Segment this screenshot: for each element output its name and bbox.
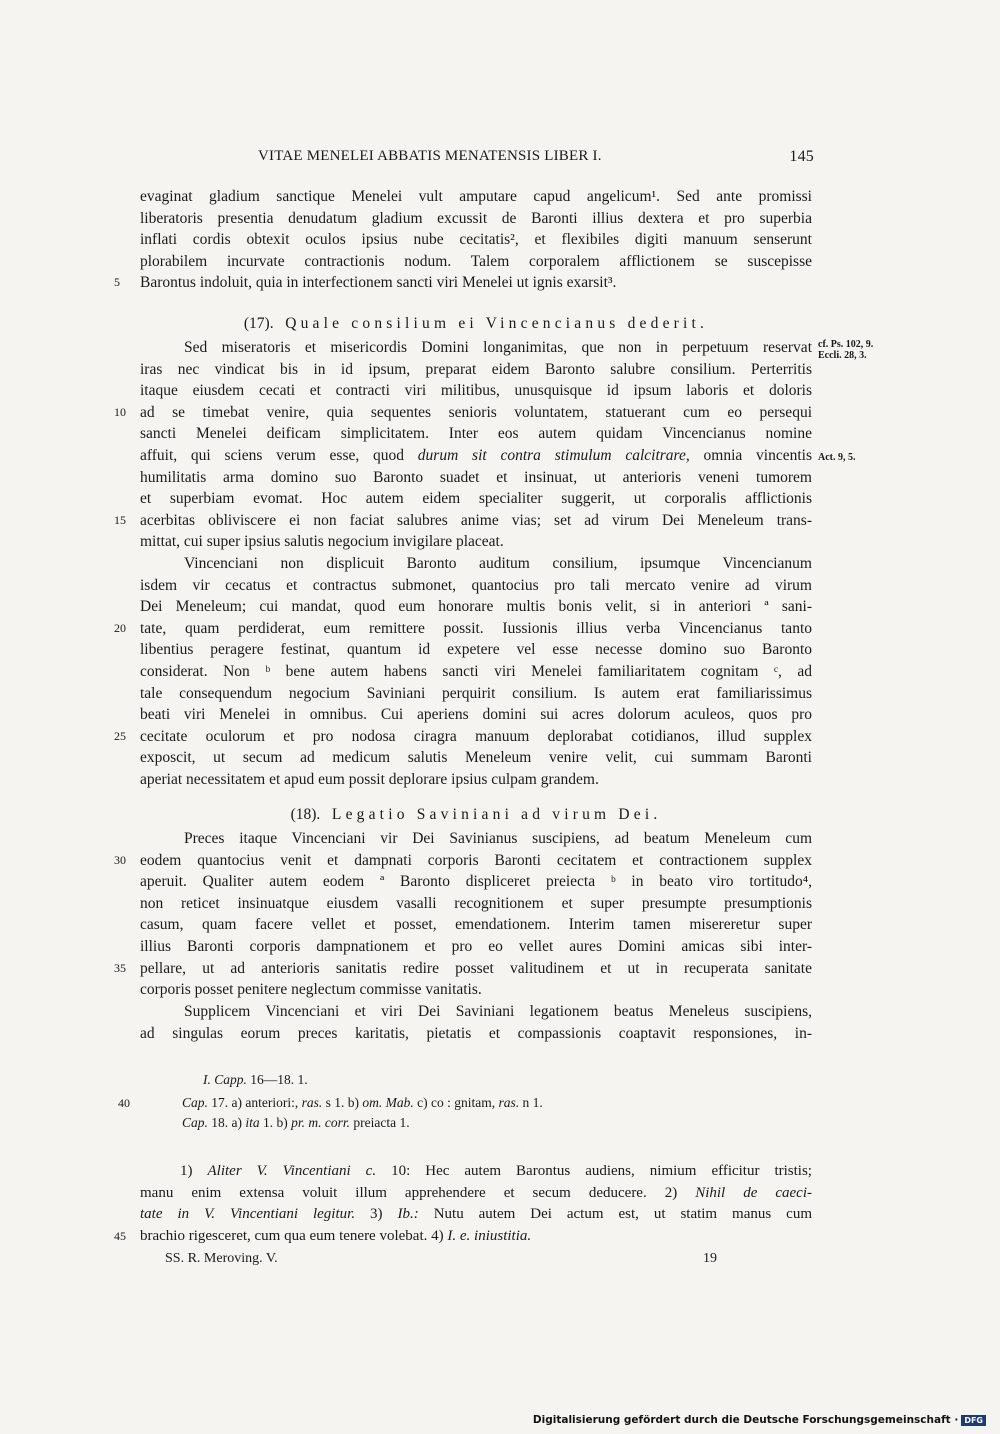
- line-number: 45: [114, 1228, 126, 1243]
- line-number: 40: [118, 1096, 130, 1110]
- text-line: liberatoris presentia denudatum gladium excussit de Baronti illius dextera et pro superbia: [140, 209, 812, 227]
- paragraph-3: [114, 553, 812, 791]
- text-line: affuit, qui sciens verum esse, quod durum sit contra stimulum calcitrare, omnia vincentis: [140, 446, 813, 464]
- line-number: 35: [114, 960, 126, 975]
- paragraph-2: [114, 337, 813, 553]
- paragraph-4: [114, 828, 812, 1001]
- chapter-number: (18).: [290, 806, 321, 823]
- text-line: 20 tate, quam perdiderat, eum remittere possit. Iussionis illius verba Vincencianus tanto: [140, 618, 812, 640]
- line-number: 10: [114, 404, 126, 419]
- footnote-line: 45 brachio rigesceret, cum qua eum tenere volebat. 4) I. e. iniustitia.: [140, 1226, 812, 1248]
- apparatus-line: I. Capp. 16—18. 1.: [203, 1072, 308, 1087]
- text-line: aperuit. Qualiter autem eodem ª Baronto displiceret preiecta ᵇ in beato viro tortitudo⁴,: [140, 873, 812, 891]
- text-line: evaginat gladium sanctique Menelei vult amputare capud angelicum¹. Sed ante promissi: [140, 188, 812, 205]
- line-number: 15: [114, 512, 126, 527]
- line-number: 20: [114, 620, 126, 635]
- sheet-number: 19: [703, 1251, 717, 1266]
- line-number: 25: [114, 728, 126, 743]
- dfg-logo-icon: DFG: [961, 1415, 986, 1426]
- text-line: 35 pellare, ut ad anterioris sanitatis redire posset valitudinem et ut in recuperata sanitate: [140, 958, 812, 980]
- running-title: VITAE MENELEI ABBATIS MENATENSIS LIBER I.: [258, 148, 602, 164]
- footnote-line: manu enim extensa voluit illum apprehendere et secum deducere. 2) Nihil de caeci-: [140, 1184, 813, 1201]
- chapter-number: (17).: [243, 315, 274, 332]
- text-line: beati viri Menelei in omnibus. Cui aperiens domini sui acres dolorum aculeos, quos pro: [140, 706, 812, 724]
- signature-label: SS. R. Meroving. V.: [165, 1251, 278, 1266]
- text-line: mittat, cui super ipsius salutis negocium invigilare placeat.: [140, 533, 504, 551]
- text-line: plorabilem incurvate contractionis nodum. Talem corporalem afflictionem se suscepisse: [140, 252, 812, 270]
- text-line: Sed miseratoris et misericordis Domini longanimitas, que non in perpetuum reservat: [184, 339, 812, 356]
- text-line: corporis posset penitere neglectum commisse vanitatis.: [140, 981, 482, 999]
- apparatus-line: Cap. 18. a) ita 1. b) pr. m. corr. preiacta 1.: [182, 1115, 410, 1130]
- text-line: non reticet insinuatque eiusdem vasalli recognitionem et super presumpte presumptionis: [140, 894, 812, 912]
- apparatus-line: 40 Cap. 17. a) anteriori:, ras. s 1. b) om. Mab. c) co : gnitam, ras. n 1.: [182, 1093, 543, 1113]
- text-line: 25 cecitate oculorum et pro nodosa ciragra manuum deplorabat cotidianos, illud supplex: [140, 726, 812, 748]
- text-line: 10 ad se timebat venire, quia sequentes senioris voluntatem, statuerant cum eo persequi: [140, 402, 812, 424]
- chapter-title: Legatio Saviniani ad virum Dei.: [331, 806, 662, 823]
- line-number: 30: [114, 852, 126, 867]
- text-line: Preces itaque Vincenciani vir Dei Savinianus suscipiens, ad beatum Meneleum cum: [184, 830, 812, 847]
- footnote-line: tate in V. Vincentiani legitur. 3) Ib.: Nutu autem Dei actum est, ut statim manus cum: [140, 1206, 812, 1223]
- text-line: Dei Meneleum; cui mandat, quod eum honorare multis bonis velit, si in anteriori ª sani-: [140, 598, 812, 616]
- text-line: casum, quam facere vellet et posset, emendationem. Interim tamen misereretur super: [140, 916, 812, 934]
- paragraph-5: [140, 1001, 812, 1044]
- text-line: Vincenciani non displicuit Baronto auditum consilium, ipsumque Vincencianum: [184, 555, 812, 572]
- text-line: itaque eiusdem cecati et contracti viri militibus, unusquisque id ipsum laboris et doloris: [140, 382, 812, 400]
- page-number: 145: [789, 148, 814, 165]
- text-line: 30 eodem quantocius venit et dampnati corporis Baronti cecitatem et contractionem supplex: [140, 850, 812, 872]
- dfg-funding-note: Digitalisierung gefördert durch die Deutsche Forschungsgemeinschaft · DFG: [533, 1414, 986, 1426]
- margin-reference: cf. Ps. 102, 9. Eccli. 28, 3.: [818, 339, 874, 361]
- text-line: considerat. Non ᵇ bene autem habens sancti viri Menelei familiaritatem cognitam ᶜ, ad: [140, 662, 812, 680]
- text-line: libentius peragere festinat, quantum id expetere vel esse necesse domino suo Baronto: [140, 641, 812, 659]
- chapter-heading-17: [140, 313, 812, 335]
- text-line: Supplicem Vincenciani et viri Dei Saviniani legationem beatus Meneleus suscipiens,: [184, 1003, 812, 1020]
- text-line: aperiat necessitatem et apud eum possit deplorare ipsius culpam grandem.: [140, 770, 599, 788]
- footnotes: [114, 1161, 813, 1247]
- text-line: et superbiam evomat. Hoc autem eidem specialiter suggerit, ut corporalis afflictionis: [140, 490, 812, 508]
- chapter-title: Quale consilium ei Vincencianus dederit.: [285, 315, 709, 332]
- footnote-line: 1) Aliter V. Vincentiani c. 10: Hec autem Barontus audiens, nimium efficitur tristis;: [180, 1163, 812, 1179]
- margin-reference: Act. 9, 5.: [818, 452, 856, 463]
- paragraph-1: [114, 186, 812, 294]
- text-line: ad singulas eorum preces karitatis, pietatis et compassionis coaptavit responsiones, in-: [140, 1024, 812, 1042]
- chapter-heading-18: [140, 804, 812, 826]
- text-line: iras nec vindicat bis in id ipsum, preparat eidem Baronto salubre consilium. Perterritis: [140, 360, 812, 378]
- text-line: sancti Menelei deificam simplicitatem. Inter eos autem quidam Vincencianus nomine: [140, 425, 812, 443]
- text-line: isdem vir cecatus et contractus submonet, quantocius pro tali mercato venire ad virum: [140, 576, 812, 594]
- line-number: 5: [114, 275, 120, 290]
- text-line: exposcit, ut secum ad medicum salutis Meneleum venire velit, cui summam Baronti: [140, 749, 812, 767]
- text-line: inflati cordis obtexit oculos ipsius nube cecitatis², et flexibiles digiti manuum senserunt: [140, 231, 812, 249]
- text-line: 5 Barontus indoluit, quia in interfectionem sancti viri Menelei ut ignis exarsit³.: [140, 272, 812, 294]
- text-line: tale consequendum negocium Saviniani perquirit consilium. Is autem erat familiarissimus: [140, 684, 812, 702]
- text-line: 15 acerbitas obliviscere ei non faciat salubres anime vias; set ad virum Dei Meneleum trans-: [140, 510, 812, 532]
- text-line: illius Baronti corporis dampnationem et pro eo vellet aures Domini amicas sibi inter-: [140, 937, 812, 955]
- text-line: humilitatis arma domino suo Baronto suadet et insinuat, ut anterioris veneni tumorem: [140, 468, 812, 486]
